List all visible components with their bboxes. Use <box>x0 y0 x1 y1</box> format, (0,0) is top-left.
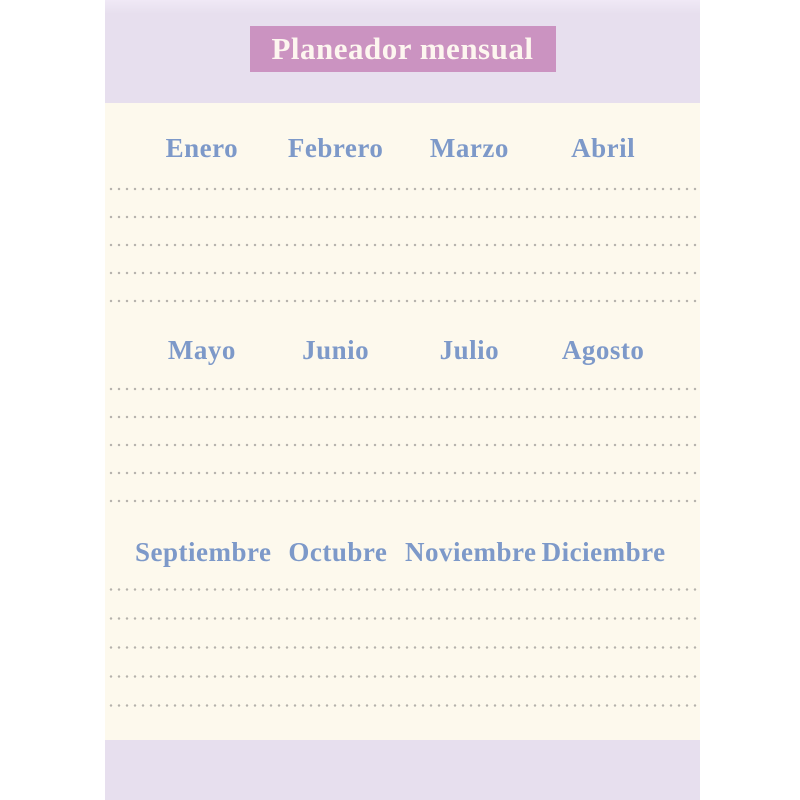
dotted-notes-area-2 <box>107 375 698 515</box>
title-banner <box>250 26 556 72</box>
month-label-abril: Abril <box>571 133 636 163</box>
planner-body <box>105 103 700 740</box>
month-label-enero: Enero <box>165 133 239 163</box>
month-label-agosto: Agosto <box>561 335 645 365</box>
month-label-mayo: Mayo <box>167 335 236 365</box>
month-label-julio: Julio <box>439 335 500 365</box>
month-row-2 <box>105 332 700 368</box>
dotted-notes-area-1 <box>107 175 698 315</box>
planner-page <box>105 0 700 800</box>
footer-band <box>105 740 700 800</box>
month-row-1 <box>105 130 700 166</box>
header-band <box>105 0 700 103</box>
month-label-octubre: Octubre <box>288 537 388 567</box>
month-label-junio: Junio <box>302 335 370 365</box>
dotted-notes-area-3 <box>107 575 698 720</box>
month-label-febrero: Febrero <box>287 133 384 163</box>
month-label-septiembre: Septiembre <box>135 537 272 567</box>
month-label-diciembre: Diciembre <box>541 537 666 567</box>
page-title: Planeador mensual <box>271 31 534 66</box>
month-row-3 <box>105 534 700 570</box>
month-label-noviembre: Noviembre <box>405 537 537 567</box>
month-label-marzo: Marzo <box>429 133 509 163</box>
